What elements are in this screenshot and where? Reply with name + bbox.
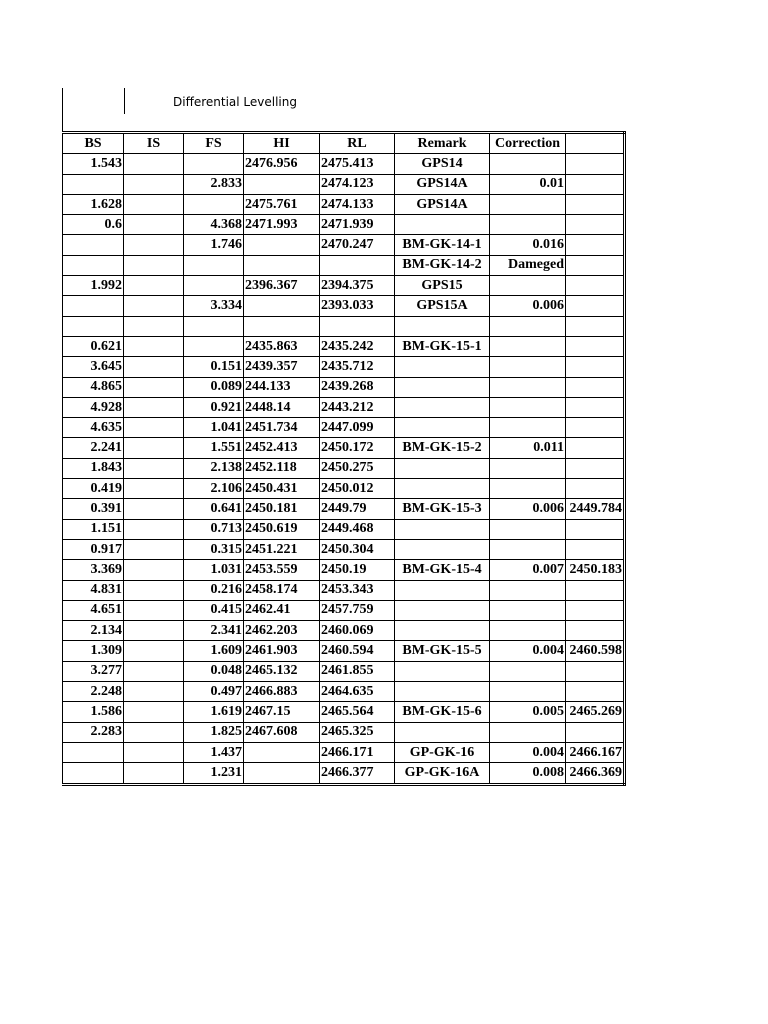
bs-cell: 1.628 xyxy=(63,194,124,214)
remark-cell xyxy=(395,722,490,742)
remark-cell: GPS15 xyxy=(395,276,490,296)
hi-cell: 244.133 xyxy=(244,377,320,397)
correction-cell: 0.005 xyxy=(490,702,566,722)
correction-cell xyxy=(490,154,566,174)
remark-cell xyxy=(395,661,490,681)
bs-cell xyxy=(63,255,124,275)
corrected-rl-cell xyxy=(566,580,625,600)
rl-cell: 2471.939 xyxy=(320,215,395,235)
rl-cell: 2450.012 xyxy=(320,479,395,499)
correction-cell xyxy=(490,276,566,296)
table-row xyxy=(63,763,625,784)
table-row xyxy=(63,702,625,722)
corrected-rl-cell xyxy=(566,336,625,356)
corrected-rl-cell xyxy=(566,276,625,296)
corrected-rl-cell xyxy=(566,661,625,681)
is-cell xyxy=(124,580,184,600)
is-cell xyxy=(124,235,184,255)
hi-cell xyxy=(244,296,320,316)
rl-cell: 2465.325 xyxy=(320,722,395,742)
corrected-rl-cell xyxy=(566,600,625,620)
corrected-rl-cell xyxy=(566,621,625,641)
remark-cell: BM-GK-15-4 xyxy=(395,560,490,580)
corrected-rl-cell xyxy=(566,194,625,214)
remark-cell: BM-GK-15-6 xyxy=(395,702,490,722)
corrected-rl-cell: 2466.369 xyxy=(566,763,625,784)
levelling-table xyxy=(62,131,626,786)
is-cell xyxy=(124,154,184,174)
is-cell xyxy=(124,357,184,377)
hi-cell xyxy=(244,235,320,255)
is-cell xyxy=(124,621,184,641)
rl-cell: 2450.172 xyxy=(320,438,395,458)
correction-cell: 0.007 xyxy=(490,560,566,580)
remark-cell: BM-GK-15-3 xyxy=(395,499,490,519)
table-row xyxy=(63,194,625,214)
hi-cell: 2439.357 xyxy=(244,357,320,377)
correction-cell xyxy=(490,194,566,214)
corrected-rl-cell xyxy=(566,539,625,559)
corrected-rl-cell xyxy=(566,235,625,255)
header-rl: RL xyxy=(320,133,395,154)
table-row xyxy=(63,479,625,499)
hi-cell: 2451.221 xyxy=(244,539,320,559)
bs-cell: 0.621 xyxy=(63,336,124,356)
remark-cell xyxy=(395,682,490,702)
is-cell xyxy=(124,499,184,519)
correction-cell xyxy=(490,316,566,336)
corrected-rl-cell xyxy=(566,377,625,397)
correction-cell xyxy=(490,479,566,499)
is-cell xyxy=(124,194,184,214)
table-row xyxy=(63,499,625,519)
hi-cell: 2471.993 xyxy=(244,215,320,235)
fs-cell: 0.151 xyxy=(184,357,244,377)
corrected-rl-cell xyxy=(566,296,625,316)
bs-cell: 4.635 xyxy=(63,418,124,438)
correction-cell xyxy=(490,357,566,377)
rl-cell xyxy=(320,316,395,336)
hi-cell: 2458.174 xyxy=(244,580,320,600)
bs-cell xyxy=(63,316,124,336)
bs-cell: 1.543 xyxy=(63,154,124,174)
fs-cell: 0.048 xyxy=(184,661,244,681)
correction-cell: 0.008 xyxy=(490,763,566,784)
bs-cell: 2.248 xyxy=(63,682,124,702)
fs-cell: 0.713 xyxy=(184,519,244,539)
sheet-border-line xyxy=(62,88,63,131)
remark-cell: GPS15A xyxy=(395,296,490,316)
table-row xyxy=(63,154,625,174)
sheet-title: Differential Levelling xyxy=(173,95,297,109)
table-row xyxy=(63,661,625,681)
bs-cell: 0.917 xyxy=(63,539,124,559)
correction-cell xyxy=(490,580,566,600)
corrected-rl-cell xyxy=(566,174,625,194)
table-row xyxy=(63,621,625,641)
bs-cell xyxy=(63,296,124,316)
fs-cell: 4.368 xyxy=(184,215,244,235)
rl-cell: 2474.123 xyxy=(320,174,395,194)
fs-cell: 2.138 xyxy=(184,458,244,478)
rl-cell: 2450.275 xyxy=(320,458,395,478)
fs-cell: 1.619 xyxy=(184,702,244,722)
corrected-rl-cell xyxy=(566,682,625,702)
fs-cell: 1.551 xyxy=(184,438,244,458)
fs-cell: 2.106 xyxy=(184,479,244,499)
bs-cell: 4.928 xyxy=(63,397,124,417)
correction-cell: 0.004 xyxy=(490,742,566,762)
bs-cell: 1.151 xyxy=(63,519,124,539)
table-body xyxy=(63,154,625,784)
bs-cell: 4.651 xyxy=(63,600,124,620)
bs-cell xyxy=(63,742,124,762)
remark-cell: GP-GK-16 xyxy=(395,742,490,762)
rl-cell: 2453.343 xyxy=(320,580,395,600)
correction-cell xyxy=(490,682,566,702)
correction-cell: 0.016 xyxy=(490,235,566,255)
is-cell xyxy=(124,661,184,681)
hi-cell: 2435.863 xyxy=(244,336,320,356)
sheet-column-line xyxy=(124,88,125,114)
header-row xyxy=(63,133,625,154)
fs-cell: 0.089 xyxy=(184,377,244,397)
hi-cell: 2450.619 xyxy=(244,519,320,539)
table-row xyxy=(63,397,625,417)
hi-cell: 2467.608 xyxy=(244,722,320,742)
hi-cell: 2450.431 xyxy=(244,479,320,499)
is-cell xyxy=(124,479,184,499)
hi-cell: 2452.413 xyxy=(244,438,320,458)
hi-cell: 2462.203 xyxy=(244,621,320,641)
correction-cell xyxy=(490,539,566,559)
bs-cell xyxy=(63,174,124,194)
fs-cell: 0.497 xyxy=(184,682,244,702)
table-row xyxy=(63,336,625,356)
remark-cell xyxy=(395,458,490,478)
bs-cell xyxy=(63,763,124,784)
rl-cell: 2466.377 xyxy=(320,763,395,784)
rl-cell: 2475.413 xyxy=(320,154,395,174)
bs-cell: 1.992 xyxy=(63,276,124,296)
bs-cell: 3.645 xyxy=(63,357,124,377)
is-cell xyxy=(124,316,184,336)
is-cell xyxy=(124,682,184,702)
header-remark: Remark xyxy=(395,133,490,154)
is-cell xyxy=(124,702,184,722)
correction-cell xyxy=(490,600,566,620)
hi-cell: 2452.118 xyxy=(244,458,320,478)
is-cell xyxy=(124,276,184,296)
fs-cell: 0.315 xyxy=(184,539,244,559)
remark-cell: BM-GK-15-1 xyxy=(395,336,490,356)
fs-cell: 1.031 xyxy=(184,560,244,580)
bs-cell: 2.241 xyxy=(63,438,124,458)
is-cell xyxy=(124,742,184,762)
bs-cell xyxy=(63,235,124,255)
rl-cell: 2465.564 xyxy=(320,702,395,722)
rl-cell: 2394.375 xyxy=(320,276,395,296)
is-cell xyxy=(124,418,184,438)
is-cell xyxy=(124,458,184,478)
hi-cell: 2465.132 xyxy=(244,661,320,681)
fs-cell: 3.334 xyxy=(184,296,244,316)
rl-cell: 2447.099 xyxy=(320,418,395,438)
fs-cell: 2.833 xyxy=(184,174,244,194)
fs-cell xyxy=(184,194,244,214)
correction-cell xyxy=(490,418,566,438)
is-cell xyxy=(124,641,184,661)
rl-cell: 2460.594 xyxy=(320,641,395,661)
fs-cell: 0.216 xyxy=(184,580,244,600)
is-cell xyxy=(124,539,184,559)
rl-cell: 2450.304 xyxy=(320,539,395,559)
bs-cell: 1.586 xyxy=(63,702,124,722)
is-cell xyxy=(124,336,184,356)
hi-cell: 2462.41 xyxy=(244,600,320,620)
bs-cell: 1.309 xyxy=(63,641,124,661)
rl-cell xyxy=(320,255,395,275)
table-row xyxy=(63,215,625,235)
is-cell xyxy=(124,296,184,316)
rl-cell: 2393.033 xyxy=(320,296,395,316)
fs-cell xyxy=(184,154,244,174)
hi-cell: 2476.956 xyxy=(244,154,320,174)
fs-cell: 2.341 xyxy=(184,621,244,641)
rl-cell: 2457.759 xyxy=(320,600,395,620)
corrected-rl-cell xyxy=(566,215,625,235)
corrected-rl-cell: 2465.269 xyxy=(566,702,625,722)
is-cell xyxy=(124,174,184,194)
fs-cell xyxy=(184,336,244,356)
table-row xyxy=(63,418,625,438)
table-row xyxy=(63,682,625,702)
remark-cell: BM-GK-14-1 xyxy=(395,235,490,255)
hi-cell xyxy=(244,763,320,784)
remark-cell xyxy=(395,539,490,559)
fs-cell: 1.609 xyxy=(184,641,244,661)
is-cell xyxy=(124,600,184,620)
rl-cell: 2435.712 xyxy=(320,357,395,377)
hi-cell: 2475.761 xyxy=(244,194,320,214)
hi-cell: 2461.903 xyxy=(244,641,320,661)
fs-cell: 1.041 xyxy=(184,418,244,438)
corrected-rl-cell xyxy=(566,418,625,438)
header-is: IS xyxy=(124,133,184,154)
corrected-rl-cell xyxy=(566,479,625,499)
hi-cell: 2450.181 xyxy=(244,499,320,519)
table-row xyxy=(63,539,625,559)
table-row xyxy=(63,316,625,336)
is-cell xyxy=(124,255,184,275)
corrected-rl-cell: 2460.598 xyxy=(566,641,625,661)
table-row xyxy=(63,519,625,539)
correction-cell xyxy=(490,397,566,417)
remark-cell xyxy=(395,519,490,539)
table-row xyxy=(63,458,625,478)
table-row xyxy=(63,742,625,762)
table-row xyxy=(63,580,625,600)
correction-cell xyxy=(490,621,566,641)
fs-cell: 0.415 xyxy=(184,600,244,620)
remark-cell xyxy=(395,580,490,600)
fs-cell: 1.437 xyxy=(184,742,244,762)
hi-cell: 2396.367 xyxy=(244,276,320,296)
remark-cell xyxy=(395,397,490,417)
header-fs: FS xyxy=(184,133,244,154)
remark-cell: GP-GK-16A xyxy=(395,763,490,784)
hi-cell: 2467.15 xyxy=(244,702,320,722)
corrected-rl-cell: 2450.183 xyxy=(566,560,625,580)
rl-cell: 2461.855 xyxy=(320,661,395,681)
is-cell xyxy=(124,397,184,417)
remark-cell xyxy=(395,479,490,499)
table-row xyxy=(63,438,625,458)
hi-cell: 2451.734 xyxy=(244,418,320,438)
is-cell xyxy=(124,438,184,458)
bs-cell: 1.843 xyxy=(63,458,124,478)
remark-cell xyxy=(395,215,490,235)
is-cell xyxy=(124,215,184,235)
correction-cell: 0.006 xyxy=(490,499,566,519)
table-row xyxy=(63,255,625,275)
rl-cell: 2460.069 xyxy=(320,621,395,641)
remark-cell xyxy=(395,377,490,397)
header-corrected-rl xyxy=(566,133,625,154)
is-cell xyxy=(124,519,184,539)
remark-cell: GPS14A xyxy=(395,174,490,194)
fs-cell: 1.231 xyxy=(184,763,244,784)
rl-cell: 2449.79 xyxy=(320,499,395,519)
is-cell xyxy=(124,722,184,742)
rl-cell: 2474.133 xyxy=(320,194,395,214)
table-row xyxy=(63,174,625,194)
remark-cell: GPS14 xyxy=(395,154,490,174)
rl-cell: 2466.171 xyxy=(320,742,395,762)
fs-cell: 1.746 xyxy=(184,235,244,255)
hi-cell xyxy=(244,174,320,194)
hi-cell: 2453.559 xyxy=(244,560,320,580)
bs-cell: 3.277 xyxy=(63,661,124,681)
fs-cell: 1.825 xyxy=(184,722,244,742)
rl-cell: 2443.212 xyxy=(320,397,395,417)
hi-cell xyxy=(244,255,320,275)
rl-cell: 2449.468 xyxy=(320,519,395,539)
header-correction: Correction xyxy=(490,133,566,154)
bs-cell: 4.831 xyxy=(63,580,124,600)
table-row xyxy=(63,600,625,620)
rl-cell: 2450.19 xyxy=(320,560,395,580)
correction-cell: 0.01 xyxy=(490,174,566,194)
hi-cell xyxy=(244,316,320,336)
corrected-rl-cell: 2449.784 xyxy=(566,499,625,519)
remark-cell: BM-GK-15-2 xyxy=(395,438,490,458)
is-cell xyxy=(124,560,184,580)
header-hi: HI xyxy=(244,133,320,154)
fs-cell xyxy=(184,316,244,336)
hi-cell: 2448.14 xyxy=(244,397,320,417)
remark-cell: GPS14A xyxy=(395,194,490,214)
fs-cell xyxy=(184,255,244,275)
corrected-rl-cell xyxy=(566,438,625,458)
hi-cell xyxy=(244,742,320,762)
corrected-rl-cell xyxy=(566,154,625,174)
correction-cell: 0.011 xyxy=(490,438,566,458)
bs-cell: 0.6 xyxy=(63,215,124,235)
bs-cell: 2.283 xyxy=(63,722,124,742)
corrected-rl-cell xyxy=(566,722,625,742)
table-row xyxy=(63,377,625,397)
table-row xyxy=(63,722,625,742)
header-bs: BS xyxy=(63,133,124,154)
corrected-rl-cell: 2466.167 xyxy=(566,742,625,762)
rl-cell: 2464.635 xyxy=(320,682,395,702)
bs-cell: 0.419 xyxy=(63,479,124,499)
bs-cell: 3.369 xyxy=(63,560,124,580)
correction-cell xyxy=(490,215,566,235)
remark-cell xyxy=(395,621,490,641)
rl-cell: 2470.247 xyxy=(320,235,395,255)
is-cell xyxy=(124,377,184,397)
rl-cell: 2439.268 xyxy=(320,377,395,397)
correction-cell xyxy=(490,377,566,397)
bs-cell: 2.134 xyxy=(63,621,124,641)
table-row xyxy=(63,296,625,316)
corrected-rl-cell xyxy=(566,397,625,417)
table-row xyxy=(63,276,625,296)
remark-cell xyxy=(395,316,490,336)
fs-cell: 0.921 xyxy=(184,397,244,417)
remark-cell xyxy=(395,357,490,377)
is-cell xyxy=(124,763,184,784)
corrected-rl-cell xyxy=(566,255,625,275)
table-row xyxy=(63,641,625,661)
correction-cell xyxy=(490,519,566,539)
correction-cell xyxy=(490,722,566,742)
corrected-rl-cell xyxy=(566,519,625,539)
corrected-rl-cell xyxy=(566,357,625,377)
table-row xyxy=(63,560,625,580)
corrected-rl-cell xyxy=(566,458,625,478)
remark-cell: BM-GK-15-5 xyxy=(395,641,490,661)
corrected-rl-cell xyxy=(566,316,625,336)
correction-cell: 0.004 xyxy=(490,641,566,661)
bs-cell: 0.391 xyxy=(63,499,124,519)
hi-cell: 2466.883 xyxy=(244,682,320,702)
correction-cell: Dameged xyxy=(490,255,566,275)
remark-cell xyxy=(395,418,490,438)
fs-cell xyxy=(184,276,244,296)
bs-cell: 4.865 xyxy=(63,377,124,397)
correction-cell xyxy=(490,336,566,356)
table-row xyxy=(63,235,625,255)
remark-cell xyxy=(395,600,490,620)
correction-cell xyxy=(490,458,566,478)
correction-cell xyxy=(490,661,566,681)
rl-cell: 2435.242 xyxy=(320,336,395,356)
remark-cell: BM-GK-14-2 xyxy=(395,255,490,275)
correction-cell: 0.006 xyxy=(490,296,566,316)
table-row xyxy=(63,357,625,377)
fs-cell: 0.641 xyxy=(184,499,244,519)
